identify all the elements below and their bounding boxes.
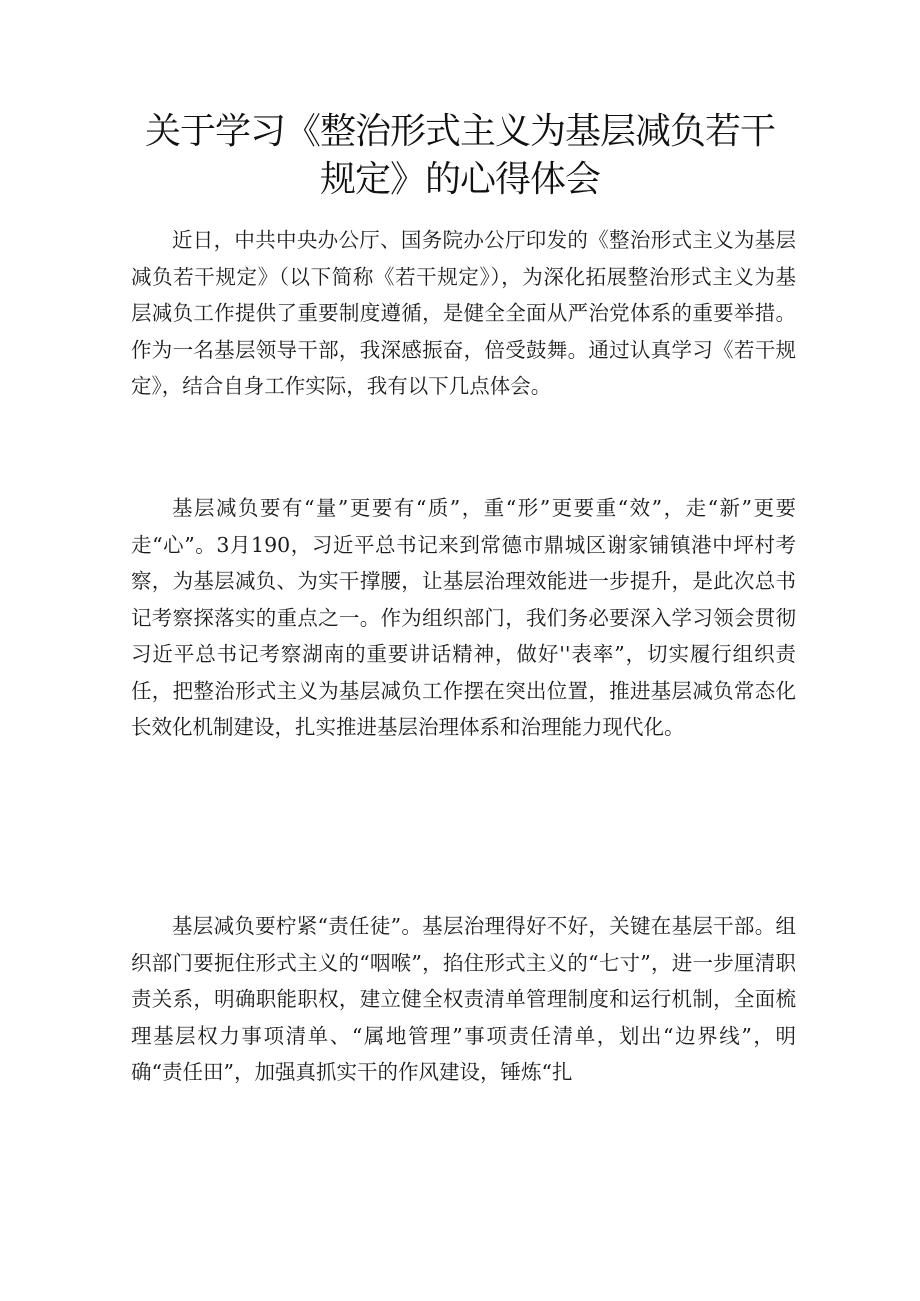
title-line-1: 关于学习《整治形式主义为基层减负若干 <box>144 111 775 152</box>
document-title <box>120 108 800 204</box>
paragraph-3: 基层减负要柠紧“责任徒”。基层治理得好不好，关键在基层干部。组织部门要扼住形式主义的“咽喉”，掐住形式主义的“七寸”，进一步厘清职责关系，明确职能职权，建立健全权责清单管理制度和运行机制，全面梳理基层权力事项清单、“属地管理”事项责任清单，划出“边界线”，明确“责任田”，加强真抓实干的作风建设，锤炼“扎 <box>131 914 796 1084</box>
title-line-2: 规定》的心得体会 <box>319 159 600 200</box>
paragraph-2: 基层减负要有“量”更要有“质”，重“形”更要重“效”，走“新”更要走“心”。3月190，习近平总书记来到常德市鼎城区谢家铺镇港中坪村考察，为基层减负、为实干撑腰，让基层治理效能进一步提升，是此次总书记考察探落实的重点之一。作为组织部门，我们务必要深入学习领会贯彻习近平总书记考察湖南的重要讲话精神，做好''表率”，切实履行组织责任，把整治形式主义为基层减负工作摆在突出位置，推进基层减负常态化长效化机制建设，扎实推进基层治理体系和治理能力现代化。 <box>131 496 796 739</box>
paragraph-1: 近日，中共中央办公厅、国务院办公厅印发的《整治形式主义为基层减负若干规定》（以下简称《若干规定》），为深化拓展整治形式主义为基层减负工作提供了重要制度遵循，是健全全面从严治党体系的重要举措。作为一名基层领导干部，我深感振奋，倍受鼓舞。通过认真学习《若干规定》，结合自身工作实际，我有以下几点体会。 <box>131 228 796 398</box>
